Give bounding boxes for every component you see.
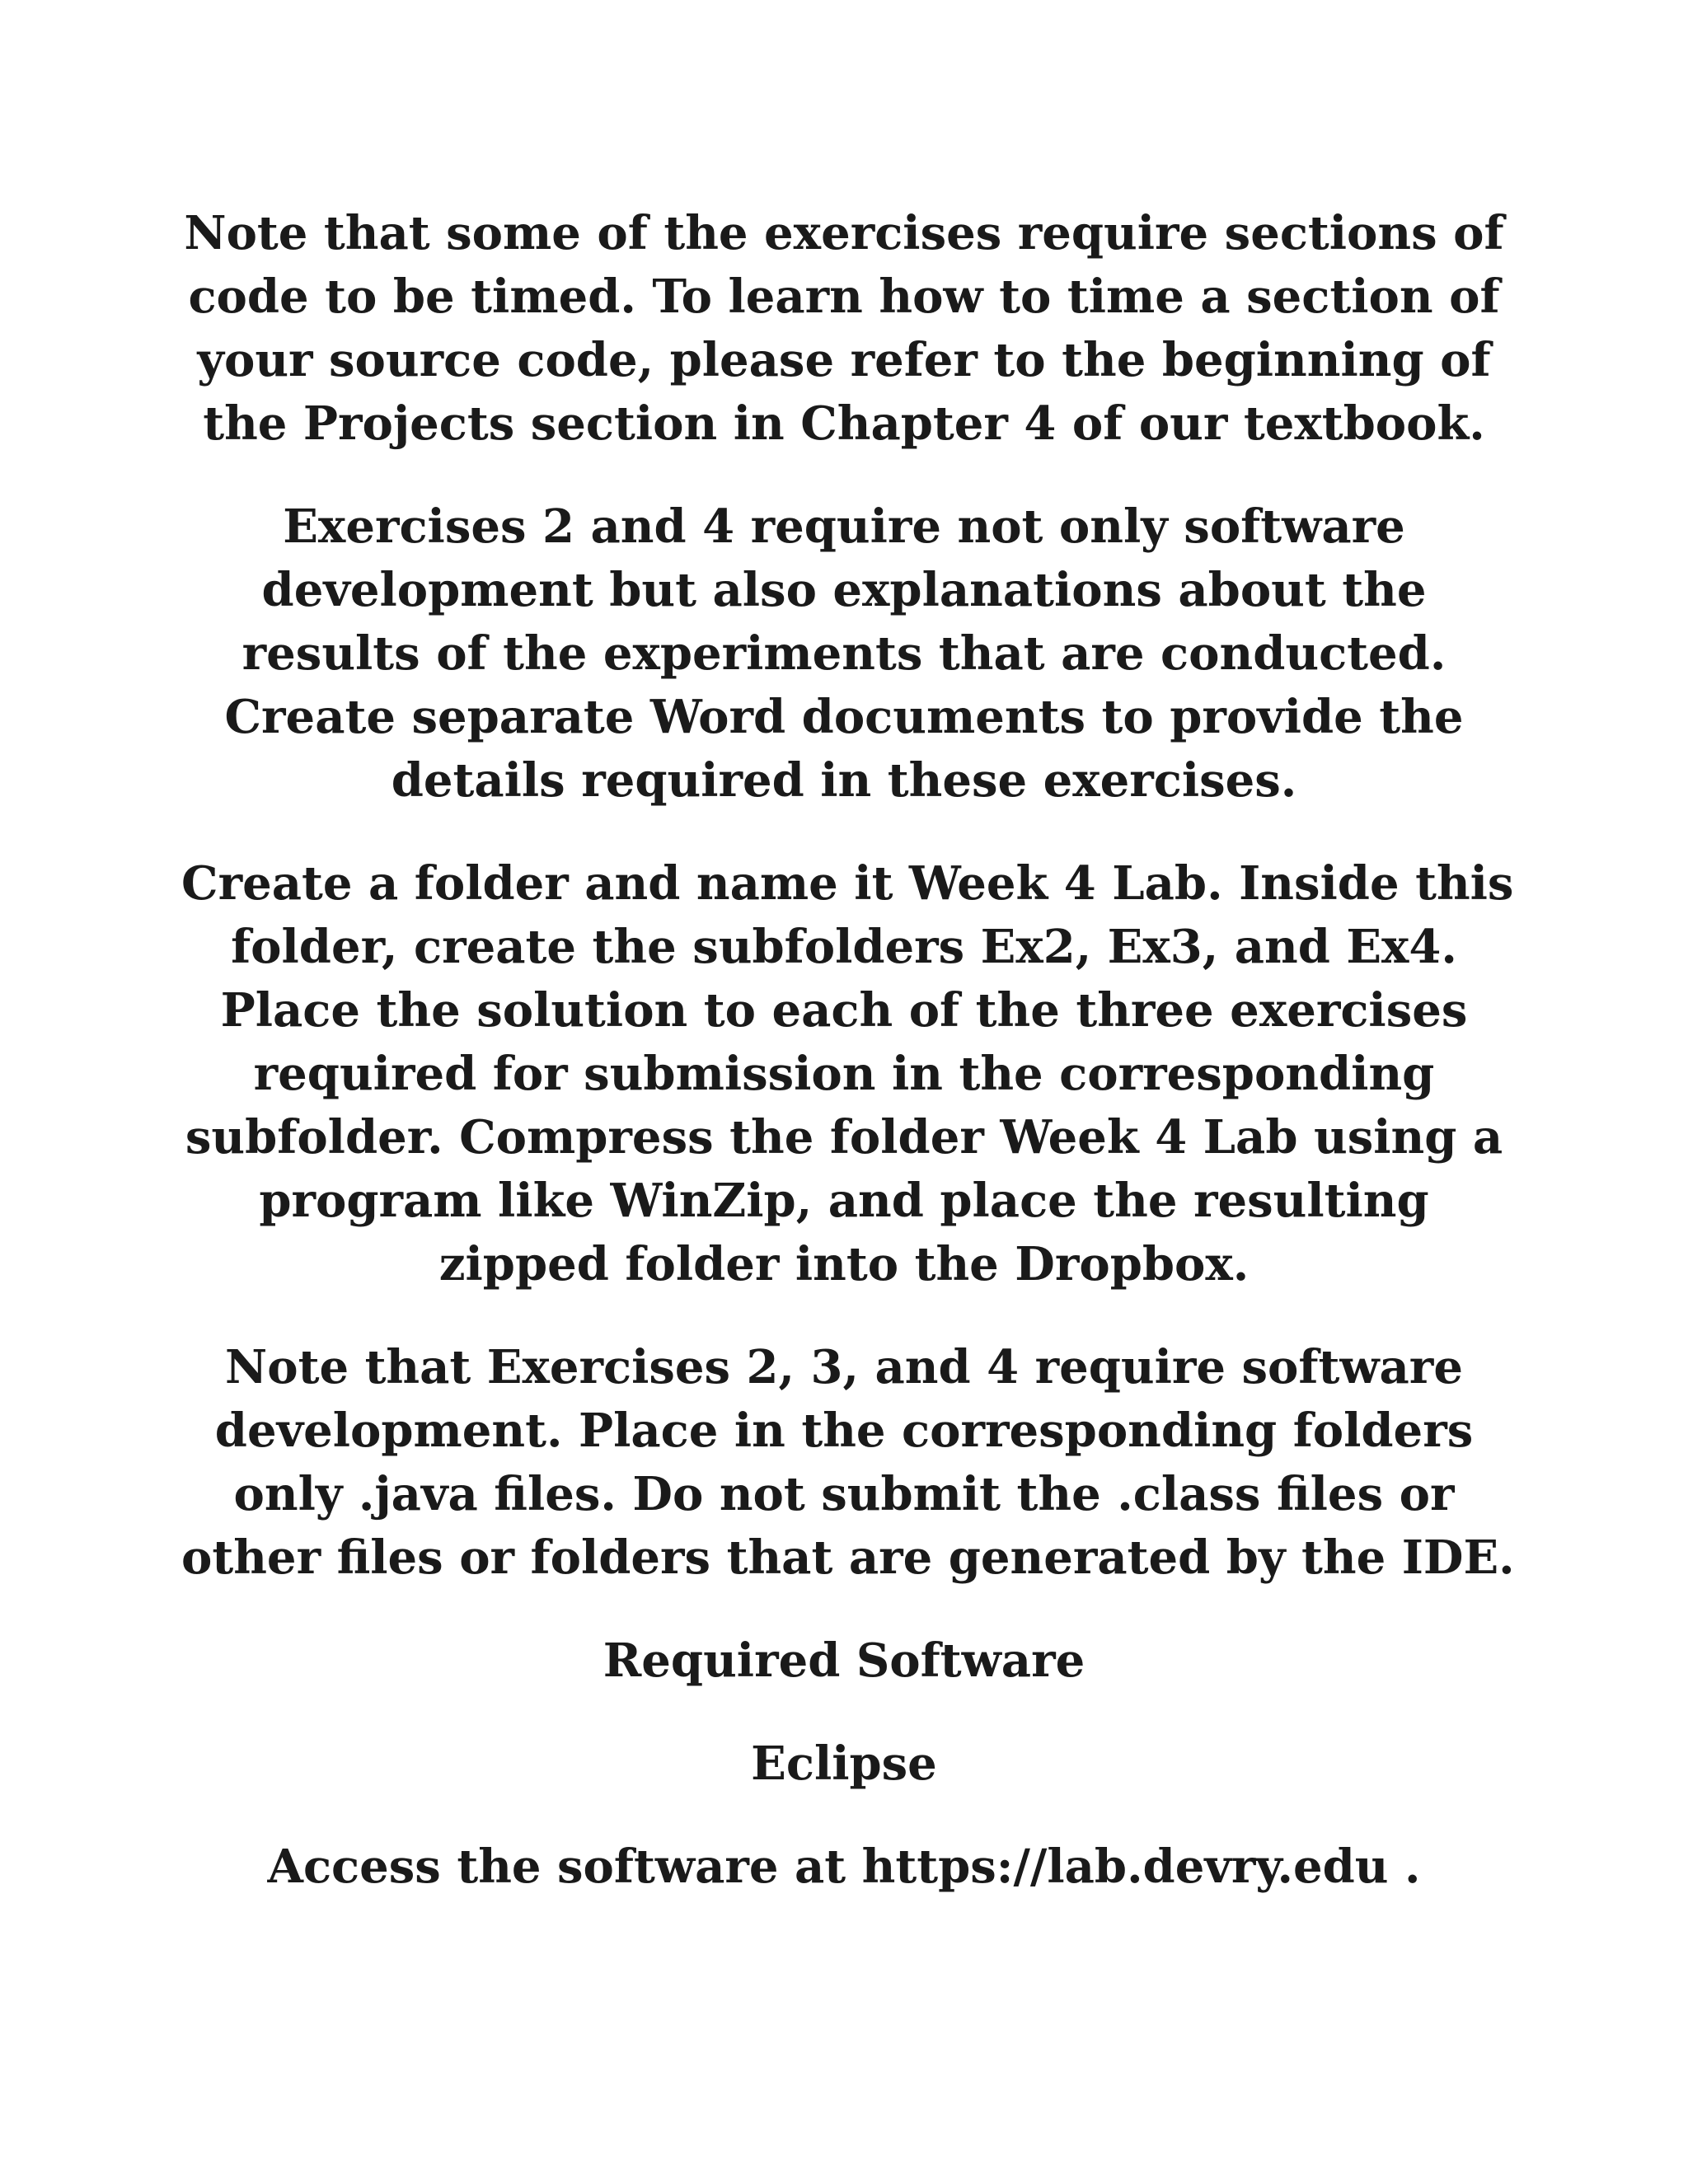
text-line: folder, create the subfolders Ex2, Ex3, and Ex4. [231, 920, 1457, 974]
text-line: Exercises 2 and 4 require not only software [283, 499, 1405, 554]
text-line: required for submission in the corresponding [253, 1047, 1435, 1101]
text-line: development but also explanations about the [261, 563, 1427, 617]
text-line: details required in these exercises. [391, 753, 1297, 808]
heading-text: Required Software [603, 1633, 1085, 1688]
software-name-text: Eclipse [751, 1736, 937, 1791]
document-body [181, 202, 1515, 1938]
paragraph-folder-instructions [181, 852, 1514, 1296]
text-line: other files or folders that are generated by the IDE. [181, 1530, 1515, 1585]
text-line: results of the experiments that are conducted. [241, 626, 1447, 681]
paragraph-explanations [181, 495, 1507, 813]
access-text: Access the software at https://lab.devry.edu . [267, 1840, 1421, 1894]
text-line: development. Place in the corresponding folders [214, 1404, 1474, 1458]
text-line: program like WinZip, and place the resulting [259, 1174, 1429, 1228]
text-line: Note that some of the exercises require sections of [184, 206, 1504, 260]
text-line: Create a folder and name it Week 4 Lab. Inside this [181, 856, 1514, 911]
text-line: the Projects section in Chapter 4 of our textbook. [203, 396, 1485, 451]
text-line: Place the solution to each of the three exercises [220, 983, 1468, 1038]
text-line: your source code, please refer to the beginning of [197, 333, 1491, 387]
text-line: only .java files. Do not submit the .class files or [233, 1467, 1455, 1521]
required-software-heading [181, 1629, 1507, 1693]
paragraph-file-types [181, 1336, 1515, 1590]
paragraph-timing-note [181, 202, 1507, 456]
text-line: zipped folder into the Dropbox. [438, 1237, 1250, 1291]
text-line: Note that Exercises 2, 3, and 4 require software [225, 1340, 1463, 1394]
software-name [181, 1732, 1507, 1796]
text-line: Create separate Word documents to provide the [224, 690, 1464, 744]
access-instructions [181, 1835, 1507, 1899]
text-line: subfolder. Compress the folder Week 4 Lab using a [185, 1110, 1503, 1165]
text-line: code to be timed. To learn how to time a section of [188, 269, 1500, 324]
